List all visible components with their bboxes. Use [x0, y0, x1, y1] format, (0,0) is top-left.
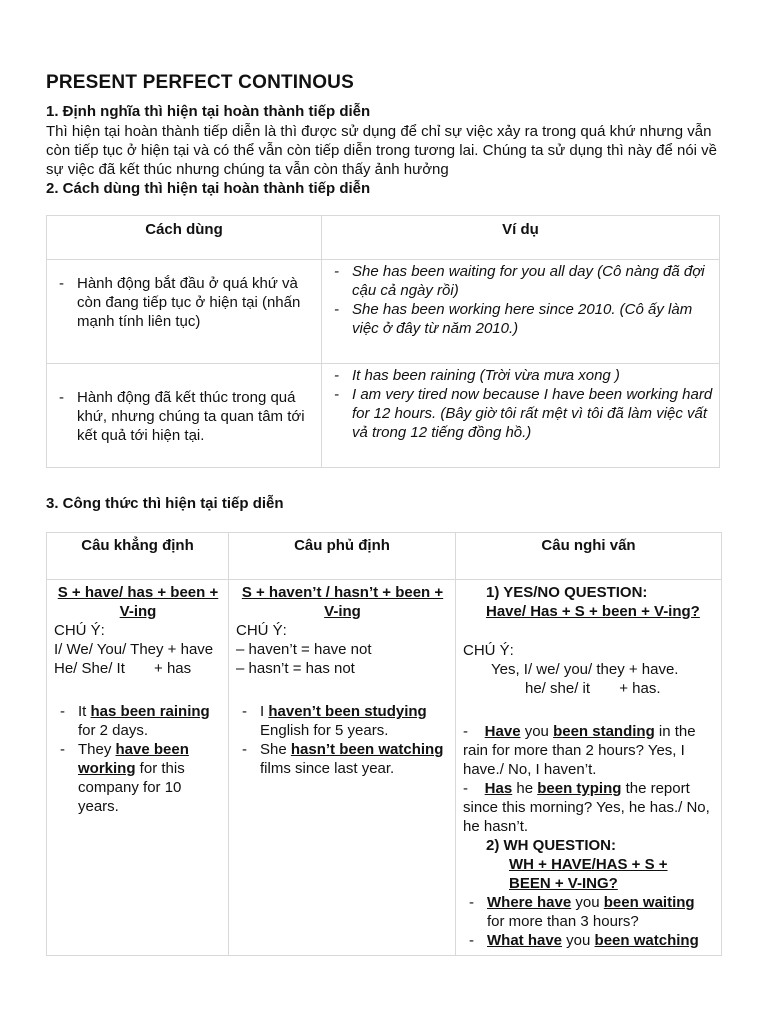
section-2-heading: 2. Cách dùng thì hiện tại hoàn thành tiếp diễn	[46, 180, 371, 197]
example-item: - She has been working here since 2010. (Cô ấy làm việc ở đây từ năm 2010.)	[328, 300, 713, 338]
usage-text: - Hành động bắt đầu ở quá khứ và còn đang tiếp tục ở hiện tại (nhấn mạnh tính liên tục)	[53, 274, 313, 331]
page-title: PRESENT PERFECT CONTINOUS	[46, 72, 354, 93]
example-item: - I haven’t been studying English for 5 years.	[236, 702, 449, 740]
example-item: - She has been waiting for you all day (Cô nàng đã đợi cậu cả ngày rồi)	[328, 262, 713, 300]
section-3-heading: 3. Công thức thì hiện tại tiếp diễn	[46, 495, 284, 512]
example-item: - It has been raining for 2 days.	[54, 702, 222, 740]
yes-no-label: 1) YES/NO QUESTION:	[486, 584, 648, 601]
note-line: Yes, I/ we/ you/ they + have.	[491, 661, 679, 678]
formula-row	[47, 580, 722, 956]
example-item: - I am very tired now because I have been working hard for 12 hours. (Bây giờ tôi rất mệt vì tôi đã làm việc vất vả trong 12 tiếng đồng hồ.)	[328, 385, 713, 442]
note-label: CHÚ Ý:	[236, 622, 287, 639]
usage-row	[47, 364, 720, 468]
example-col-header: Ví dụ	[322, 216, 720, 260]
usage-table	[46, 215, 720, 468]
affirmative-col-header: Câu khẳng định	[47, 533, 229, 580]
wh-formula: BEEN + V-ING?	[509, 875, 618, 892]
section-1-body: Thì hiện tại hoàn thành tiếp diễn là thì được sử dụng để chỉ sự việc xảy ra trong quá khứ nhưng vẫn còn tiếp tục ở hiện tại và có thể vẫn còn tiếp diễn trong tương lai. Chúng ta sử dụng thì này để nói về sự việc đã kết thúc nhưng chúng ta vẫn còn thấy ảnh hưởng	[46, 123, 718, 178]
note-line: He/ She/ It + has	[54, 660, 192, 677]
example-item: - She hasn’t been watching films since last year.	[236, 740, 449, 778]
usage-col-header: Cách dùng	[47, 216, 322, 260]
wh-formula: WH + HAVE/HAS + S +	[509, 856, 668, 873]
note-line: – hasn’t = has not	[236, 660, 355, 677]
section-1-heading: 1. Định nghĩa thì hiện tại hoàn thành tiếp diễn	[46, 103, 371, 120]
negative-formula: S + haven’t / hasn’t + been + V-ing	[241, 584, 444, 620]
usage-table-header	[47, 216, 720, 260]
usage-text: - Hành động đã kết thúc trong quá khứ, nhưng chúng ta quan tâm tới kết quả tới hiện tại.	[53, 388, 313, 445]
note-label: CHÚ Ý:	[54, 622, 105, 639]
question-cell	[456, 580, 722, 956]
question-example: - What have you been watching	[463, 931, 713, 950]
note-line: he/ she/ it + has.	[525, 680, 661, 697]
affirmative-cell	[47, 580, 229, 956]
yes-no-formula: Have/ Has + S + been + V-ing?	[486, 603, 700, 620]
question-example: - Has he been typing the report since this morning? Yes, he has./ No, he hasn’t.	[463, 780, 710, 835]
question-col-header: Câu nghi vấn	[456, 533, 722, 580]
negative-cell	[229, 580, 456, 956]
question-example: - Where have you been waiting for more than 3 hours?	[463, 893, 713, 931]
affirmative-formula: S + have/ has + been + V-ing	[57, 584, 219, 620]
note-label: CHÚ Ý:	[463, 642, 514, 659]
example-item: - They have been working for this company for 10 years.	[54, 740, 222, 816]
note-line: I/ We/ You/ They + have	[54, 641, 214, 658]
note-line: – haven’t = have not	[236, 641, 372, 658]
negative-col-header: Câu phủ định	[229, 533, 456, 580]
wh-label: 2) WH QUESTION:	[486, 837, 616, 854]
usage-row	[47, 260, 720, 364]
example-item: - It has been raining (Trời vừa mưa xong )	[328, 366, 713, 385]
question-example: - Have you been standing in the rain for more than 2 hours? Yes, I have./ No, I haven’t.	[463, 723, 696, 778]
formula-table-header	[47, 533, 722, 580]
formula-table	[46, 532, 722, 956]
